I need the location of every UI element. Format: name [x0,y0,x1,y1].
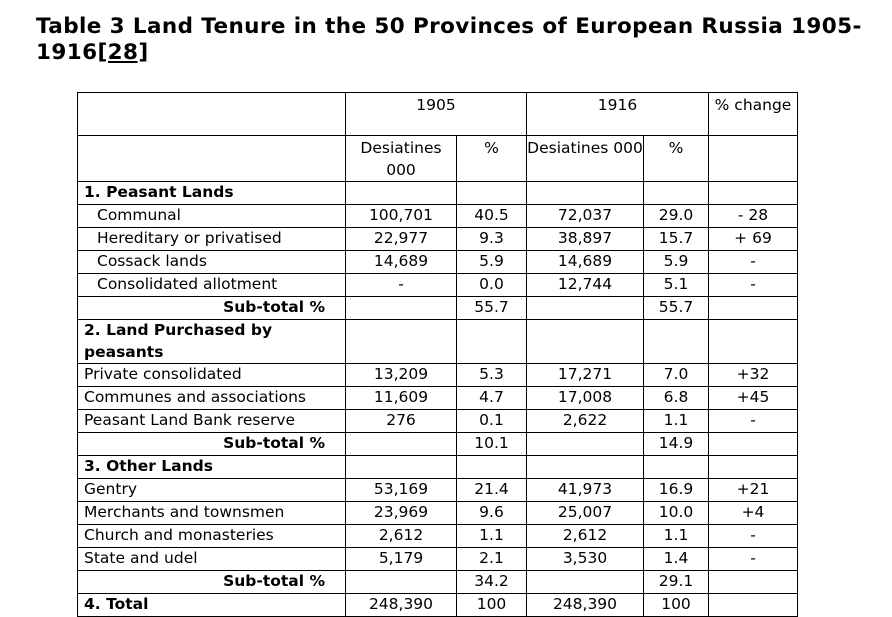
row-label: Hereditary or privatised [78,228,346,251]
section-heading: 2. Land Purchased by peasants [78,320,346,364]
cell-desiatines-1916: 41,973 [527,479,644,502]
header-pct-1905: % [457,136,527,182]
header-row-units [78,136,798,182]
footnote-reference-link[interactable]: [28] [97,40,149,65]
cell-pct-1905: 5.9 [457,251,527,274]
table-row [78,479,798,502]
cell-pct-1905 [457,320,527,364]
cell-pct-1905: 2.1 [457,548,527,571]
cell-pct-change: +4 [709,502,798,525]
cell-pct-1916: 29.0 [644,205,709,228]
cell-desiatines-1916: 25,007 [527,502,644,525]
cell-desiatines-1905 [346,433,457,456]
cell-pct-1905: 5.3 [457,364,527,387]
table-title [36,14,892,66]
table-row [78,387,798,410]
cell-pct-1905: 10.1 [457,433,527,456]
cell-pct-change: - [709,251,798,274]
cell-pct-change: - [709,410,798,433]
section-heading: 3. Other Lands [78,456,346,479]
row-label: Cossack lands [78,251,346,274]
table-row [78,320,798,364]
table-row [78,410,798,433]
cell-pct-1905 [457,182,527,205]
subtotal-label: Sub-total % [78,433,346,456]
cell-desiatines-1916: 17,271 [527,364,644,387]
cell-desiatines-1905: 5,179 [346,548,457,571]
row-label: Church and monasteries [78,525,346,548]
cell-pct-1905: 40.5 [457,205,527,228]
cell-pct-change: +21 [709,479,798,502]
cell-pct-1916: 55.7 [644,297,709,320]
cell-desiatines-1916: 12,744 [527,274,644,297]
cell-pct-1916: 6.8 [644,387,709,410]
cell-pct-1916: 1.1 [644,410,709,433]
cell-desiatines-1905 [346,456,457,479]
cell-desiatines-1916: 2,622 [527,410,644,433]
header-pct-1916: % [644,136,709,182]
row-label: Consolidated allotment [78,274,346,297]
cell-desiatines-1916 [527,571,644,594]
cell-desiatines-1905: 276 [346,410,457,433]
row-label: Peasant Land Bank reserve [78,410,346,433]
cell-desiatines-1905: - [346,274,457,297]
cell-pct-1916 [644,456,709,479]
cell-pct-1905: 9.3 [457,228,527,251]
cell-pct-change: + 69 [709,228,798,251]
row-label: State and udel [78,548,346,571]
cell-desiatines-1916: 17,008 [527,387,644,410]
cell-desiatines-1905: 23,969 [346,502,457,525]
cell-pct-change [709,297,798,320]
cell-pct-1916: 15.7 [644,228,709,251]
cell-desiatines-1905: 100,701 [346,205,457,228]
cell-pct-1916: 100 [644,594,709,617]
table-row [78,251,798,274]
table-row [78,594,798,617]
header-pct-change: % change [709,93,798,136]
table-row [78,297,798,320]
cell-desiatines-1916: 72,037 [527,205,644,228]
cell-desiatines-1916 [527,297,644,320]
cell-desiatines-1916: 2,612 [527,525,644,548]
row-label: Gentry [78,479,346,502]
cell-pct-1916: 1.4 [644,548,709,571]
table-row [78,205,798,228]
cell-desiatines-1905: 248,390 [346,594,457,617]
cell-pct-1916: 7.0 [644,364,709,387]
header-empty-cell [709,136,798,182]
header-desiatines-1916: Desiatines 000 [527,136,644,182]
cell-pct-change [709,456,798,479]
table-row [78,364,798,387]
cell-pct-1905: 9.6 [457,502,527,525]
cell-pct-1916: 14.9 [644,433,709,456]
header-row-years [78,93,798,136]
subtotal-label: Sub-total % [78,297,346,320]
cell-desiatines-1916: 38,897 [527,228,644,251]
cell-pct-change [709,571,798,594]
cell-desiatines-1916 [527,182,644,205]
cell-pct-change: - [709,525,798,548]
cell-pct-1916: 29.1 [644,571,709,594]
cell-pct-1905: 100 [457,594,527,617]
cell-desiatines-1916: 3,530 [527,548,644,571]
header-empty-cell [78,136,346,182]
cell-pct-1916: 16.9 [644,479,709,502]
section-heading: 4. Total [78,594,346,617]
table-row [78,182,798,205]
title-line-1: Table 3 Land Tenure in the 50 Provinces of European Russia 1905- [36,14,862,39]
cell-pct-1905: 1.1 [457,525,527,548]
cell-pct-1916: 10.0 [644,502,709,525]
cell-pct-1916: 5.9 [644,251,709,274]
row-label: Private consolidated [78,364,346,387]
row-label: Communes and associations [78,387,346,410]
table-row [78,433,798,456]
title-year-end: 1916 [36,40,98,65]
cell-desiatines-1905: 14,689 [346,251,457,274]
header-empty-cell [78,93,346,136]
title-line-2 [36,40,892,66]
cell-desiatines-1905 [346,320,457,364]
cell-pct-change: +32 [709,364,798,387]
cell-pct-change: - 28 [709,205,798,228]
cell-desiatines-1905 [346,297,457,320]
row-label: Merchants and townsmen [78,502,346,525]
cell-desiatines-1916: 14,689 [527,251,644,274]
cell-pct-1905: 0.0 [457,274,527,297]
cell-pct-change [709,433,798,456]
cell-pct-1905: 4.7 [457,387,527,410]
section-heading: 1. Peasant Lands [78,182,346,205]
cell-pct-1905: 55.7 [457,297,527,320]
table-row [78,502,798,525]
subtotal-label: Sub-total % [78,571,346,594]
cell-pct-change: +45 [709,387,798,410]
cell-pct-1905: 34.2 [457,571,527,594]
cell-pct-1905: 0.1 [457,410,527,433]
cell-desiatines-1905: 2,612 [346,525,457,548]
header-year-1916: 1916 [527,93,709,136]
table-row [78,571,798,594]
cell-desiatines-1905: 13,209 [346,364,457,387]
cell-desiatines-1916 [527,320,644,364]
cell-pct-change [709,320,798,364]
header-year-1905: 1905 [346,93,527,136]
cell-desiatines-1905: 22,977 [346,228,457,251]
cell-pct-1905 [457,456,527,479]
header-desiatines-1905: Desiatines 000 [346,136,457,182]
cell-pct-1916: 5.1 [644,274,709,297]
cell-pct-change [709,594,798,617]
cell-desiatines-1905: 11,609 [346,387,457,410]
cell-desiatines-1916 [527,433,644,456]
cell-pct-change: - [709,274,798,297]
table-row [78,456,798,479]
table-row [78,274,798,297]
cell-desiatines-1916 [527,456,644,479]
cell-pct-1905: 21.4 [457,479,527,502]
table-row [78,548,798,571]
cell-pct-change: - [709,548,798,571]
cell-desiatines-1916: 248,390 [527,594,644,617]
land-tenure-table [77,92,798,617]
cell-desiatines-1905: 53,169 [346,479,457,502]
table-row [78,228,798,251]
cell-pct-1916: 1.1 [644,525,709,548]
cell-pct-1916 [644,320,709,364]
row-label: Communal [78,205,346,228]
table-row [78,525,798,548]
cell-pct-1916 [644,182,709,205]
cell-desiatines-1905 [346,182,457,205]
cell-pct-change [709,182,798,205]
cell-desiatines-1905 [346,571,457,594]
